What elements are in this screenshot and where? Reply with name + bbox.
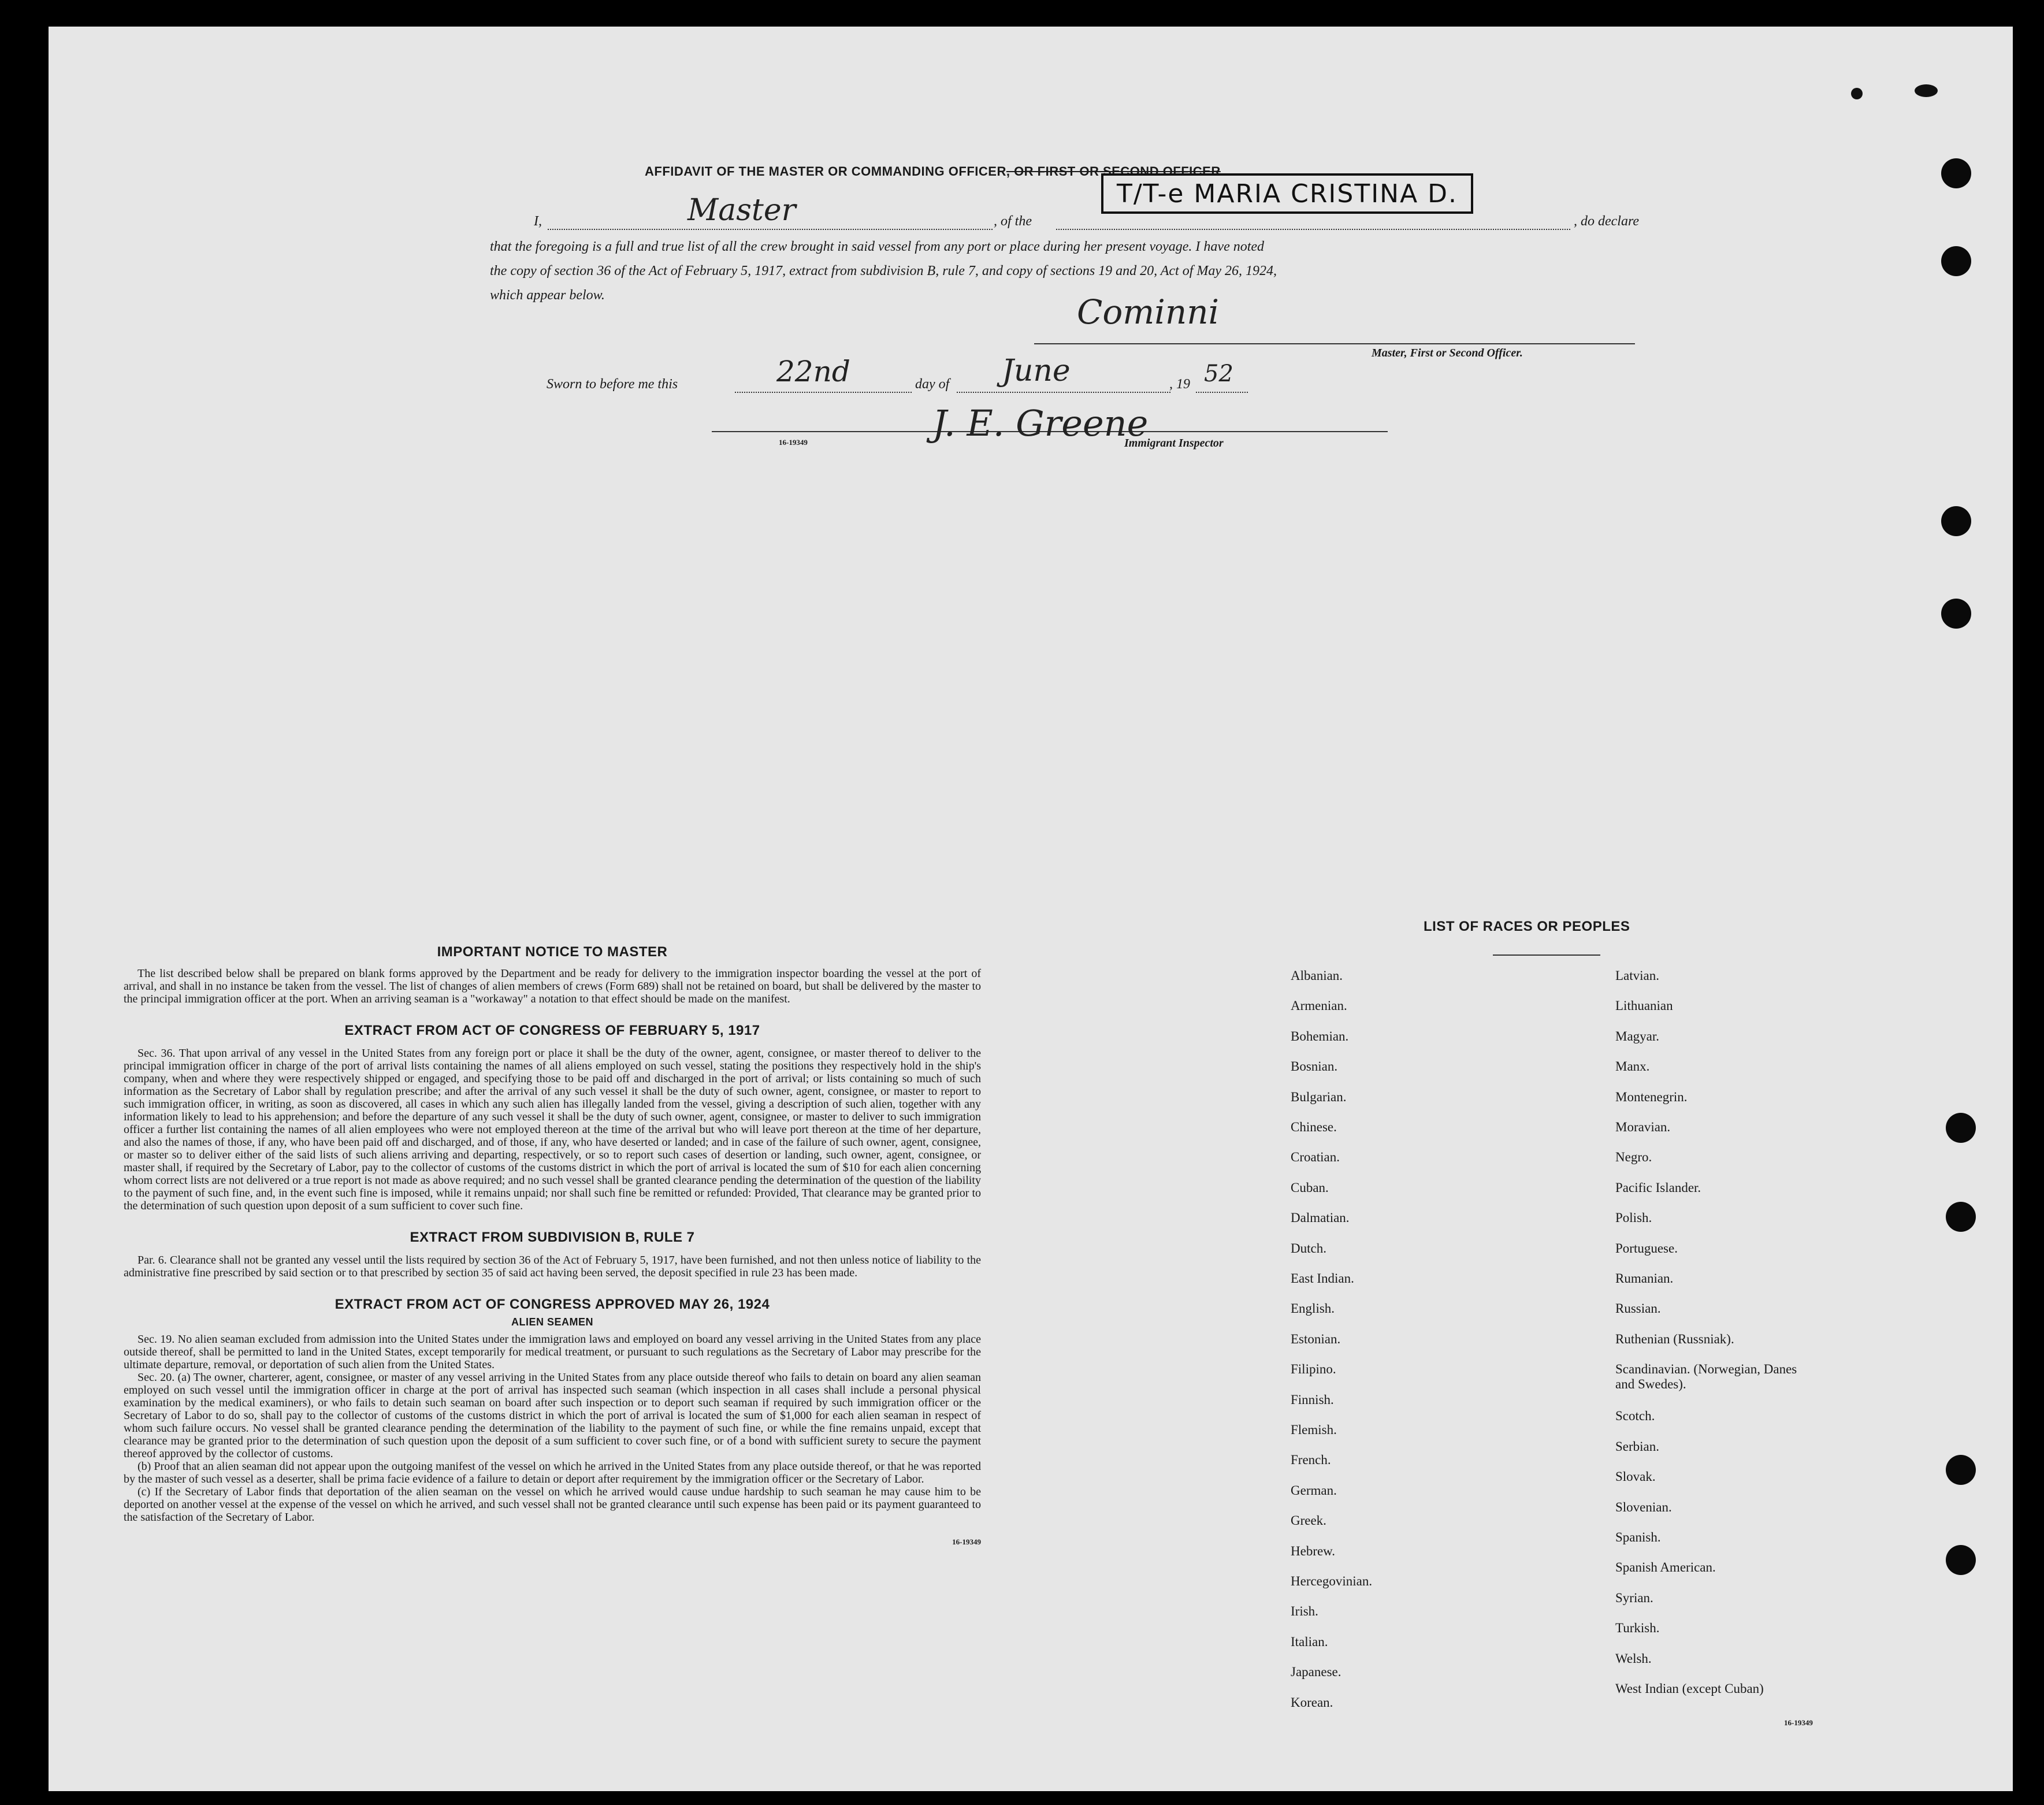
- sworn-prefix: Sworn to before me this: [547, 377, 678, 392]
- do-declare-label: , do declare: [1574, 214, 1640, 229]
- race-item: Flemish.: [1291, 1423, 1337, 1437]
- punch-hole: [1946, 1202, 1976, 1232]
- race-item: Japanese.: [1291, 1665, 1341, 1680]
- sworn-day-underline: [735, 392, 912, 393]
- race-item: East Indian.: [1291, 1271, 1354, 1286]
- race-item: Scotch.: [1615, 1409, 1655, 1424]
- race-item: Bosnian.: [1291, 1059, 1338, 1074]
- race-item: Bulgarian.: [1291, 1089, 1347, 1104]
- punch-hole: [1946, 1113, 1976, 1143]
- race-item: Bohemian.: [1291, 1028, 1349, 1043]
- of-the-label: , of the: [994, 214, 1032, 229]
- race-item: Finnish.: [1291, 1392, 1334, 1407]
- extract-1924-subtitle: ALIEN SEAMEN: [511, 1316, 593, 1328]
- race-item: Albanian.: [1291, 968, 1343, 983]
- race-item: Filipino.: [1291, 1362, 1336, 1377]
- extract-1924-sec20c: (c) If the Secretary of Labor finds that deportation of the alien seaman on the vessel on which he arrived would cause undue hardship to such seaman he may cause him to be deported on another vessel at the expense of the vessel on which he arrived, and such vessel shall not be granted clearance until such expense has been paid or its payment guaranteed to the satisfaction of the Secretary of Labor.: [124, 1485, 981, 1524]
- form-number-races: 16-19349: [1784, 1718, 1813, 1727]
- vessel-underline: [1056, 229, 1570, 230]
- race-item: Greek.: [1291, 1513, 1326, 1528]
- race-item: Rumanian.: [1615, 1271, 1674, 1286]
- punch-hole: [1941, 158, 1971, 188]
- race-item: Syrian.: [1615, 1590, 1653, 1605]
- race-item: Estonian.: [1291, 1331, 1341, 1346]
- race-item: Russian.: [1615, 1301, 1661, 1316]
- extract-1917-text: Sec. 36. That upon arrival of any vessel in the United States from any foreign port or place it shall be the duty of the owner, agent, consignee, or master thereof to deliver to the principal immigration officer in charge of the port of arrival lists containing the names of all aliens employed on such vessel, stating the positions they respectively hold in the ship's company, when and where they were respectively shipped or engaged, and specifying those to be paid off and discharged in the port of arrival; or lists containing so much of such information as the Secretary of Labor shall by regulation prescribe; and after the arrival of any such vessel it shall be the duty of such owner, agent, consignee, or master to report to such immigration officer, in writing, as soon as discovered, all cases in which any such alien has illegally landed from the vessel, giving a description of such alien, together with any information likely to lead to his apprehension; and before the departure of any such vessel it shall be the duty of such owner, agent, consignee, or master to deliver to such immigration officer a further list containing the names of all alien employees who were not employed thereon at the time of the arrival but who will leave port thereon at the time of her departure, and also the names of those, if any, who have been paid off and discharged, and of those, if any, who have deserted or landed; and in case of the failure of such owner, agent, consignee, or master so to deliver either of the said lists of such aliens arriving and departing, respectively, or so to report such cases of desertion or landing, such owner, agent, consignee, or master shall, if required by the Secretary of Labor, pay to the collector of customs of the customs district in which the port of arrival is located the sum of $10 for each alien concerning whom correct lists are not delivered or a true report is not made as above required; and no such vessel shall be granted clearance pending the determination of the question of the liability to the payment of such fine, and, in the event such fine is imposed, while it remains unpaid; nor shall such fine be remitted or refunded: Provided, That clearance may be granted prior to the determination of such question upon deposit of a sum sufficient to cover such fine.: [124, 1047, 981, 1212]
- punch-hole: [1941, 246, 1971, 276]
- notice-text: The list described below shall be prepared on blank forms approved by the Department and be ready for delivery to the immigration inspector boarding the vessel at the port of arrival, and shall in no instance be taken from the vessel. The list of changes of alien members of crews (Form 689) shall not be retained on board, but shall be delivered by the master to the principal immigration officer at the port. When an arriving seaman is a "workaway" a notation to that effect should be made on the manifest.: [124, 967, 981, 1005]
- sworn-month-underline: [957, 392, 1170, 393]
- punch-hole: [1941, 599, 1971, 629]
- race-item: Hebrew.: [1291, 1543, 1336, 1558]
- race-item: Armenian.: [1291, 998, 1347, 1013]
- affidavit-heading-struck: , OR FIRST OR SECOND OFFICER: [1006, 164, 1221, 179]
- form-number-affidavit: 16-19349: [779, 438, 808, 447]
- extract-1924-sec20b: (b) Proof that an alien seaman did not appear upon the outgoing manifest of the vessel on which he arrived in the United States from any place outside thereof, or that he was reported by the master of such vessel as a deserter, shall be prima facie evidence of a failure to detain or deport after requirement by the immigration officer or the Secretary of Labor.: [124, 1460, 981, 1485]
- race-item: Chinese.: [1291, 1120, 1337, 1134]
- races-title-rule: [1493, 955, 1600, 956]
- sworn-year: 52: [1204, 361, 1233, 387]
- races-title: LIST OF RACES OR PEOPLES: [1424, 919, 1630, 934]
- vessel-name-stamp: [1101, 173, 1473, 214]
- race-item: Korean.: [1291, 1695, 1333, 1710]
- ink-blot: [1915, 84, 1938, 97]
- punch-hole: [1941, 506, 1971, 536]
- race-item: Moravian.: [1615, 1120, 1671, 1134]
- year-prefix: , 19: [1169, 377, 1190, 392]
- race-item: Portuguese.: [1615, 1241, 1678, 1256]
- extract-rule7-title: EXTRACT FROM SUBDIVISION B, RULE 7: [410, 1230, 695, 1245]
- document-page: [49, 27, 2013, 1791]
- inspector-signature: J. E. Greene: [932, 402, 1149, 444]
- ink-blot: [1851, 88, 1863, 99]
- race-item: English.: [1291, 1301, 1335, 1316]
- race-item: Italian.: [1291, 1634, 1328, 1649]
- race-item: French.: [1291, 1453, 1331, 1468]
- affidavit-body-line1: that the foregoing is a full and true list of all the crew brought in said vessel from any port or place during her present voyage. I have noted: [490, 239, 1265, 254]
- line-i-label: I,: [534, 214, 542, 229]
- sworn-day: 22nd: [776, 355, 850, 388]
- day-of-label: day of: [915, 377, 950, 392]
- punch-hole: [1946, 1545, 1976, 1575]
- master-caption: Master, First or Second Officer.: [1372, 347, 1523, 359]
- race-item: German.: [1291, 1483, 1337, 1498]
- race-item: Slovenian.: [1615, 1499, 1672, 1514]
- extract-1924-title: EXTRACT FROM ACT OF CONGRESS APPROVED MAY 26, 1924: [335, 1297, 770, 1312]
- notice-title: IMPORTANT NOTICE TO MASTER: [437, 944, 668, 960]
- race-item: Ruthenian (Russniak).: [1615, 1331, 1734, 1346]
- handwritten-name: Master: [687, 193, 796, 228]
- extract-1924-sec20a: Sec. 20. (a) The owner, charterer, agent, consignee, or master of any vessel arriving in the United States from any place outside thereof who fails to detain on board any alien seaman employed on such vessel until the immigration officer in charge at the port of arrival has inspected such seaman (which inspection in all cases shall include a personal physical examination by the medical examiners), or who fails to detain such seaman on board after such inspection or to deport such seaman if required by such immigration officer or the Secretary of Labor to do so, shall pay to the collector of customs of the customs district in which the port of arrival is located the sum of $1,000 for each alien seaman in respect of whom such failure occurs. No vessel shall be granted clearance pending the determination of the liability to the payment of such fine, or while the fine remains unpaid, except that clearance may be granted prior to the determination of such question upon the deposit of a sum sufficient to cover such fine, or of a bond with sufficient surety to secure the payment thereof approved by the collector of customs.: [124, 1371, 981, 1460]
- race-item: Montenegrin.: [1615, 1089, 1688, 1104]
- race-item: Croatian.: [1291, 1150, 1340, 1165]
- vessel-name: T/T-e MARIA CRISTINA D.: [1116, 179, 1458, 209]
- extract-1924-sec19: Sec. 19. No alien seaman excluded from admission into the United States under the immigration laws and employed on board any vessel arriving in the United States from any place outside thereof, shall be permitted to land in the United States, except temporarily for medical treatment, or pursuant to such regulations as the Secretary of Labor may prescribe for the ultimate departure, removal, or deportation of such alien from the United States.: [124, 1333, 981, 1371]
- race-item: Negro.: [1615, 1150, 1652, 1165]
- race-item: Dutch.: [1291, 1241, 1326, 1256]
- race-item: Lithuanian: [1615, 998, 1673, 1013]
- race-item: Cuban.: [1291, 1180, 1329, 1195]
- master-signature-line: [1034, 343, 1635, 344]
- extract-1917-title: EXTRACT FROM ACT OF CONGRESS OF FEBRUARY 5, 1917: [344, 1023, 760, 1038]
- punch-hole: [1946, 1455, 1976, 1485]
- race-item: Scandinavian. (Norwegian, Danes and Swedes).: [1615, 1362, 1797, 1392]
- race-item: Irish.: [1291, 1604, 1318, 1619]
- extract-rule7-text: Par. 6. Clearance shall not be granted any vessel until the lists required by section 36 of the Act of February 5, 1917, have been furnished, and not then unless notice of liability to the administrative fine prescribed by said section or to that prescribed by section 35 of said act having been served, the deposit specified in rule 23 has been made.: [124, 1254, 981, 1279]
- race-item: West Indian (except Cuban): [1615, 1681, 1764, 1696]
- race-item: Latvian.: [1615, 968, 1659, 983]
- race-item: Turkish.: [1615, 1621, 1660, 1636]
- year-underline: [1196, 392, 1248, 393]
- affidavit-body-line2: the copy of section 36 of the Act of February 5, 1917, extract from subdivision B, rule 7, and copy of sections 19 and 20, Act of May 26, 1924,: [490, 263, 1277, 278]
- race-item: Spanish American.: [1615, 1560, 1716, 1575]
- master-signature: Cominni: [1077, 292, 1220, 332]
- race-item: Dalmatian.: [1291, 1210, 1350, 1225]
- race-item: Magyar.: [1615, 1028, 1660, 1043]
- inspector-caption: Immigrant Inspector: [1124, 437, 1224, 450]
- affidavit-body-line3: which appear below.: [490, 288, 605, 303]
- sworn-month: June: [1002, 354, 1071, 388]
- race-item: Spanish.: [1615, 1530, 1661, 1545]
- affidavit-heading-main: AFFIDAVIT OF THE MASTER OR COMMANDING OFFICER: [645, 164, 1006, 179]
- race-item: Hercegovinian.: [1291, 1574, 1373, 1588]
- race-item: Welsh.: [1615, 1651, 1652, 1666]
- name-underline: [548, 229, 993, 230]
- race-item: Serbian.: [1615, 1439, 1660, 1454]
- form-number-extracts: 16-19349: [952, 1537, 981, 1546]
- race-item: Pacific Islander.: [1615, 1180, 1701, 1195]
- race-item: Polish.: [1615, 1210, 1652, 1225]
- race-item: Manx.: [1615, 1059, 1650, 1074]
- legal-column: [124, 944, 981, 1547]
- race-item: Slovak.: [1615, 1469, 1656, 1484]
